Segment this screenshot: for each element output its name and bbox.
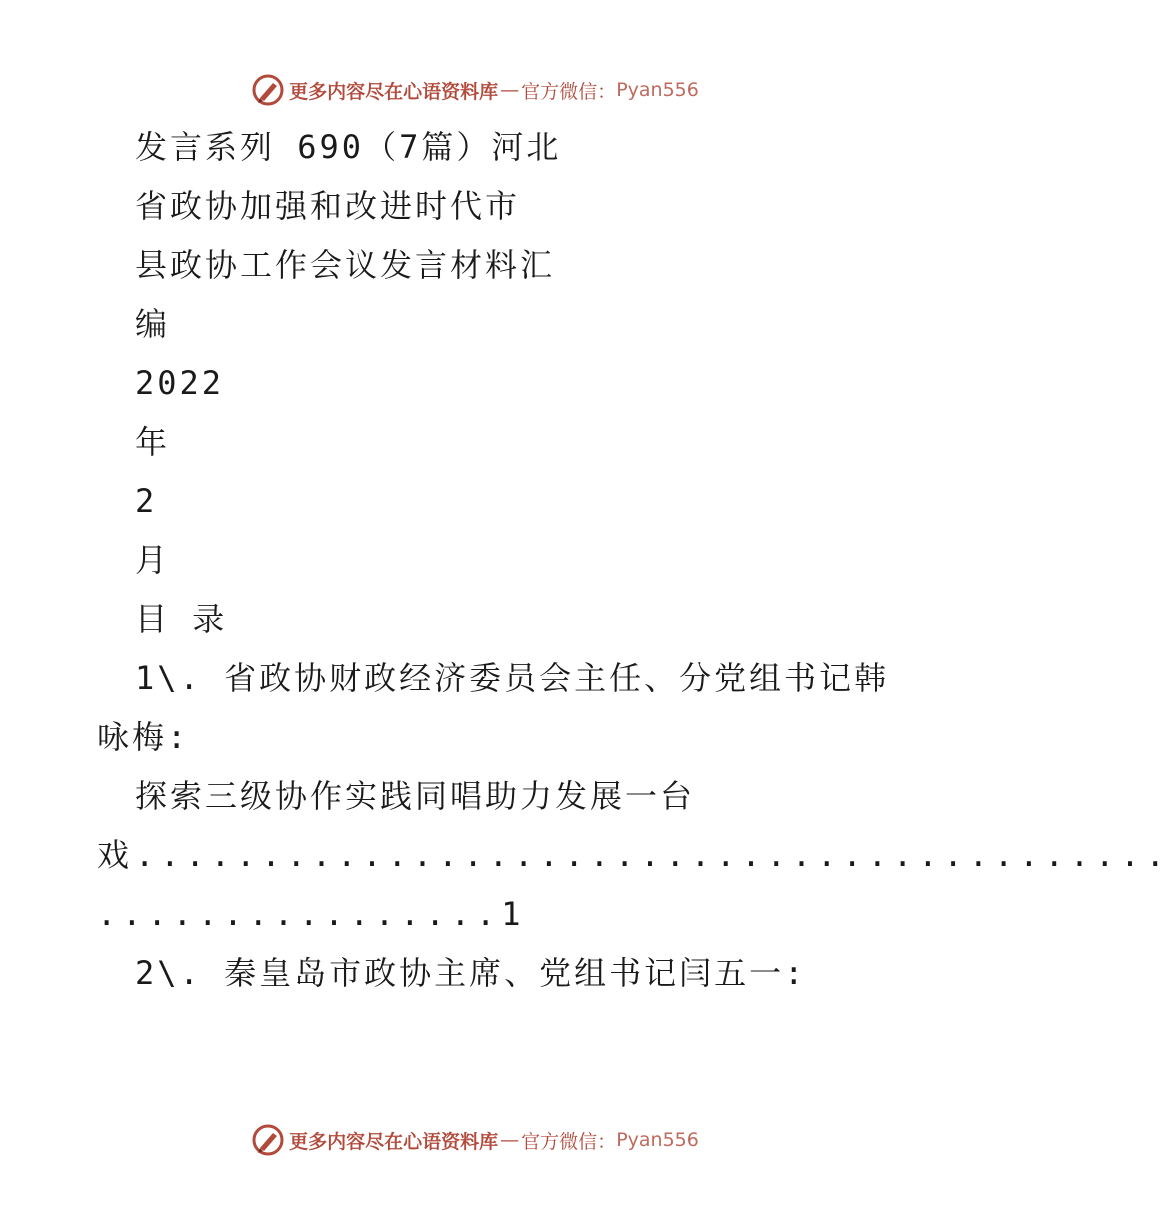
watermark-note: 官方微信： [521,80,617,103]
title-line-2: 省政协加强和改进时代市 [135,187,521,225]
toc-heading: 目 录 [135,600,228,638]
title-line-1: 发言系列 690（7篇）河北 [135,128,562,166]
toc-entry-1-leader-2: ................1 [97,895,527,933]
toc-entry-1-line-1: 1\. 省政协财政经济委员会主任、分党组书记韩 [135,659,890,697]
watermark-text: 更多内容尽在心语资料库 [289,80,499,103]
document-body [97,118,1171,1003]
toc-entry-1-line-2: 咏梅: [97,718,190,756]
title-line-4: 编 [135,305,171,343]
watermark-text: 更多内容尽在心语资料库 [289,1130,499,1153]
title-line-8: 月 [135,541,171,579]
toc-entry-1-leader-1: 戏......................................... [97,836,1171,874]
watermark-wechat-id: Pyan556 [616,79,699,101]
title-line-3: 县政协工作会议发言材料汇 [135,246,556,284]
title-line-7: 2 [135,482,158,520]
watermark-dash: — [500,79,520,101]
watermark-wechat-id: Pyan556 [616,1129,699,1151]
watermark-note: 官方微信： [521,1130,617,1153]
watermark-dash: — [500,1129,520,1151]
title-line-5: 2022 [135,364,225,402]
footer-watermark [0,1120,950,1160]
toc-entry-1-line-3: 探索三级协作实践同唱助力发展一台 [135,777,696,815]
toc-entry-2-line-1: 2\. 秦皇岛市政协主席、党组书记闫五一: [135,954,807,992]
header-watermark [0,70,950,110]
pen-logo-icon [251,73,285,107]
title-line-6: 年 [135,423,171,461]
pen-logo-icon [251,1123,285,1157]
